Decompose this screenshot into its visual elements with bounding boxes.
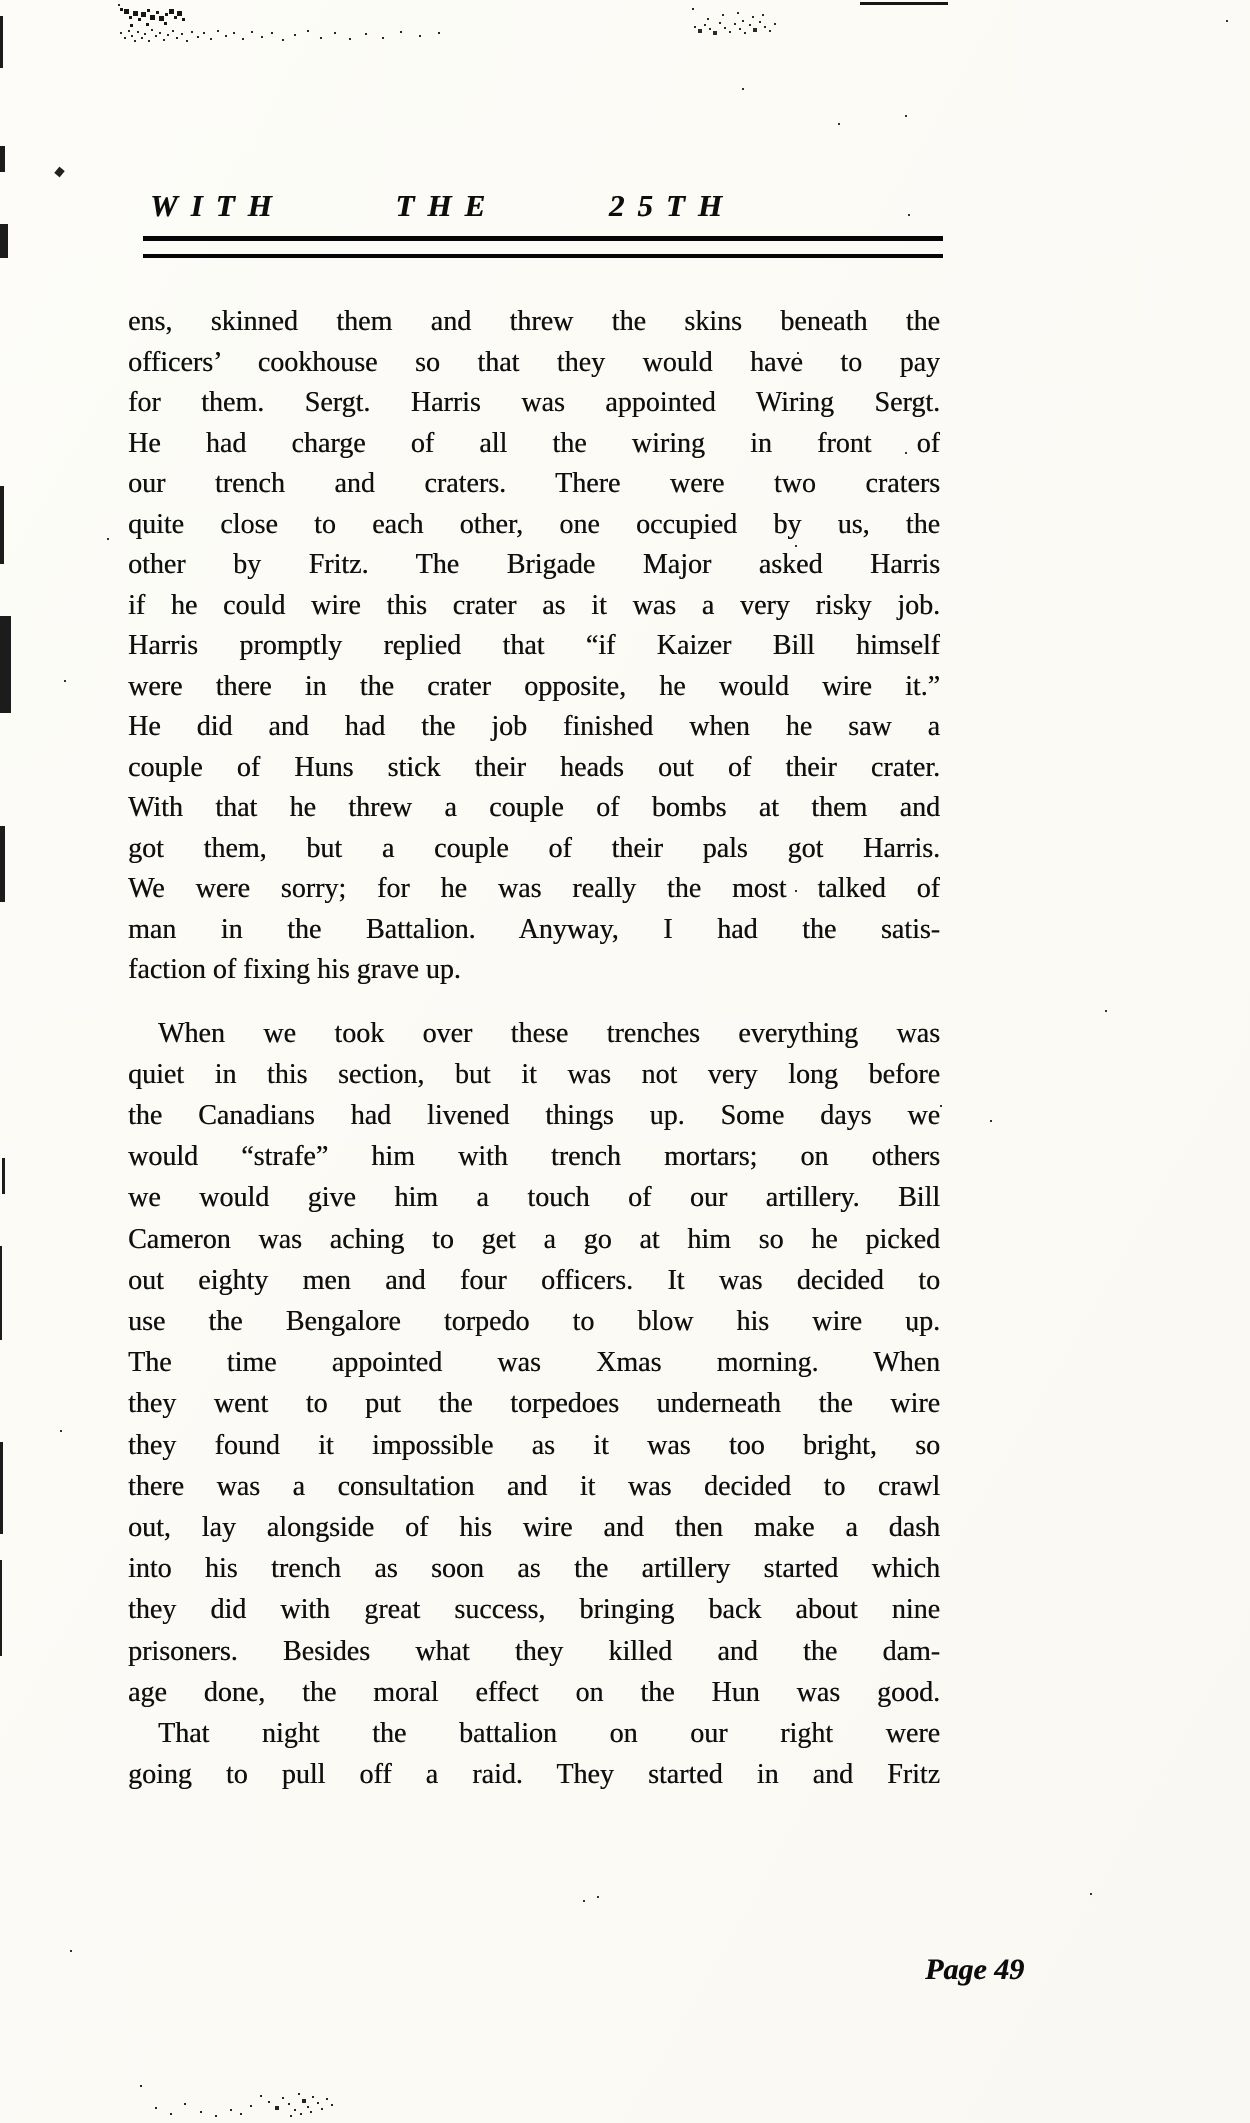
scan-artifact-edge-bar — [0, 1442, 3, 1534]
scan-artifact-edge-bar — [0, 1246, 2, 1340]
text-line: Cameron was aching to get a go at him so he picked — [128, 1223, 940, 1255]
text-line: out, lay alongside of his wire and then make a dash — [128, 1511, 940, 1543]
running-head-word: THE — [395, 188, 499, 223]
text-line: couple of Huns stick their heads out of their crater. — [128, 751, 940, 783]
scan-artifact-edge-bar — [0, 616, 11, 713]
text-line: That night the battalion on our right were — [158, 1717, 940, 1749]
scan-artifact-speckles — [140, 2085, 142, 2087]
scan-artifact-edge-bar — [2, 1158, 5, 1194]
text-line: quiet in this section, but it was not very long before — [128, 1058, 940, 1090]
text-line: would “strafe” him with trench mortars; on others — [128, 1141, 940, 1173]
text-line: man in the Battalion. Anyway, I had the satis- — [128, 913, 940, 945]
header-double-rule — [143, 236, 943, 258]
scan-artifact-edge-bar — [0, 826, 5, 902]
text-line: age done, the moral effect on the Hun was good. — [128, 1676, 940, 1708]
paragraph — [128, 302, 940, 991]
text-line: they found it impossible as it was too bright, so — [128, 1429, 940, 1461]
scan-artifact-edge-bar — [0, 486, 4, 564]
text-line: we would give him a touch of our artillery. Bill — [128, 1182, 940, 1214]
text-line: going to pull off a raid. They started in and Fritz — [128, 1759, 940, 1791]
paragraph — [128, 1013, 940, 1713]
text-line: The time appointed was Xmas morning. When — [128, 1347, 940, 1379]
text-line: other by Fritz. The Brigade Major asked Harris — [128, 549, 940, 580]
running-head-word: WITH — [150, 188, 285, 223]
text-line: prisoners. Besides what they killed and the dam- — [128, 1635, 940, 1667]
text-line: He had charge of all the wiring in front of — [128, 427, 940, 459]
page-body — [128, 302, 940, 1795]
text-line: the Canadians had livened things up. Some days we — [128, 1099, 940, 1131]
paragraph — [128, 1713, 940, 1795]
scan-artifact-edge-bar — [0, 146, 5, 172]
scan-artifact-speckles — [0, 0, 2, 2]
page-number: Page 49 — [925, 1953, 1025, 1986]
text-line: were there in the crater opposite, he would wire it.” — [128, 670, 940, 702]
text-line: He did and had the job finished when he saw a — [128, 711, 940, 742]
text-line: use the Bengalore torpedo to blow his wire up. — [128, 1305, 940, 1337]
text-line: faction of fixing his grave up. — [128, 954, 461, 985]
scan-artifact-edge-bar — [0, 224, 8, 258]
text-line: out eighty men and four officers. It was decided to — [128, 1264, 940, 1296]
running-head-word: 25TH — [608, 188, 735, 223]
text-line: they went to put the torpedoes underneath the wire — [128, 1388, 940, 1420]
scan-artifact-line — [860, 2, 948, 5]
text-line: if he could wire this crater as it was a very risky job. — [128, 589, 940, 621]
scan-artifact-edge-bar — [0, 1560, 2, 1656]
text-line: into his trench as soon as the artillery started which — [128, 1553, 940, 1585]
text-line: quite close to each other, one occupied by us, the — [128, 508, 940, 540]
text-line: ens, skinned them and threw the skins beneath the — [128, 306, 940, 337]
text-line: Harris promptly replied that “if Kaizer Bill himself — [128, 630, 940, 661]
text-line: our trench and craters. There were two craters — [128, 468, 940, 499]
text-line: got them, but a couple of their pals got Harris. — [128, 832, 940, 864]
scan-artifact-dot — [54, 167, 65, 178]
text-line: When we took over these trenches everything was — [158, 1017, 940, 1049]
text-line: they did with great success, bringing back about nine — [128, 1594, 940, 1626]
scan-artifact-edge-bar — [0, 16, 3, 68]
text-line: officers’ cookhouse so that they would have to pay — [128, 346, 940, 378]
text-line: there was a consultation and it was decided to crawl — [128, 1470, 940, 1502]
scan-artifact-speckles — [692, 8, 694, 10]
running-head — [150, 188, 735, 224]
scan-artifact-speckles — [120, 8, 123, 11]
text-line: for them. Sergt. Harris was appointed Wiring Sergt. — [128, 387, 940, 418]
text-line: With that he threw a couple of bombs at them and — [128, 792, 940, 823]
text-line: We were sorry; for he was really the most talked of — [128, 873, 940, 904]
scan-artifact-speckles — [118, 4, 120, 6]
